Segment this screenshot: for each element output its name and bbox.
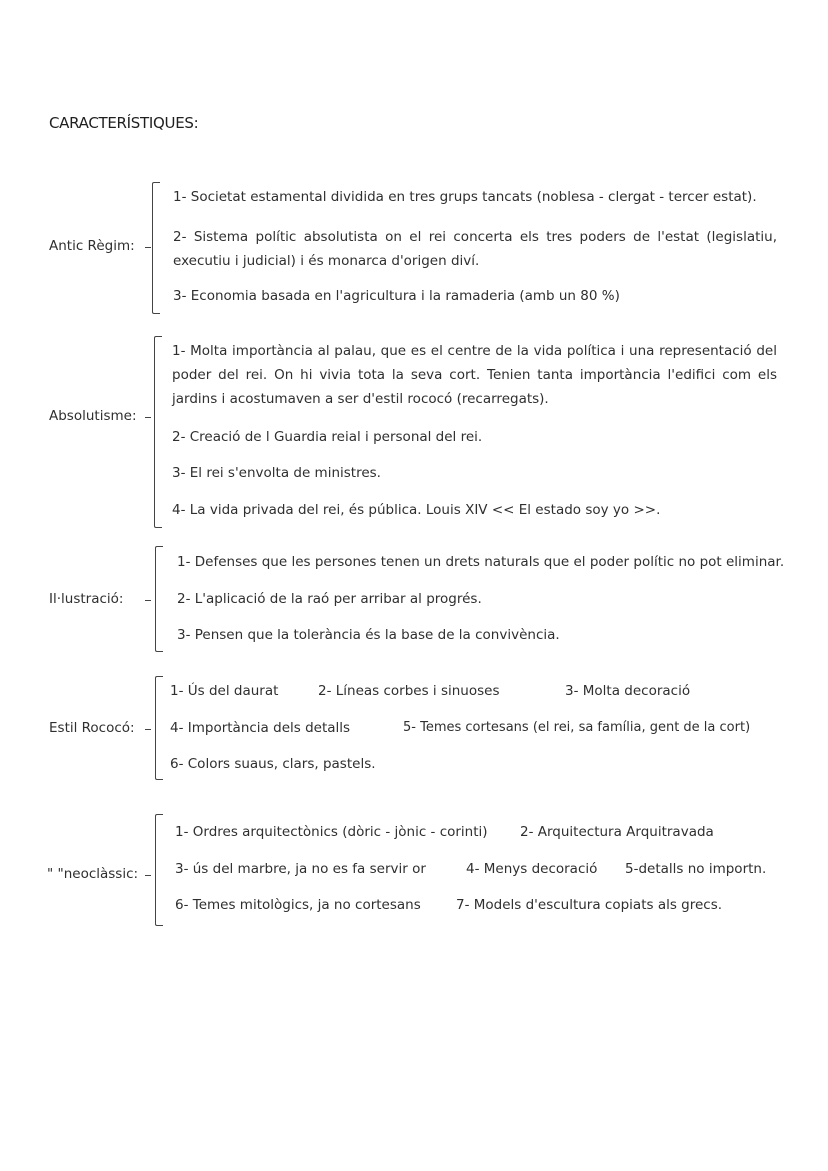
list-item: 4- Menys decoració — [466, 861, 598, 877]
list-item: 1- Molta importància al palau, que es el centre de la vida política i una representació del poder del rei. On hi vivia tota la seva cort. Tenien tanta importància l'edifici com els jardins i acostumaven a ser d'estil rococó (recarregats). — [172, 343, 777, 407]
brace-notch — [145, 247, 151, 248]
list-item: 3- Molta decoració — [565, 683, 691, 699]
section-label-antic-regim: Antic Règim: — [49, 238, 135, 254]
list-item: 3- Pensen que la tolerància és la base de la convivència. — [177, 627, 560, 643]
section-label-estil-rococo: Estil Rococó: — [49, 720, 135, 736]
brace-notch — [145, 417, 151, 418]
list-item: 5- Temes cortesans (el rei, sa família, gent de la cort) — [403, 720, 751, 735]
brace-antic-regim — [152, 182, 160, 314]
list-item: 1- Ús del daurat — [170, 683, 279, 699]
page-title: CARACTERÍSTIQUES: — [49, 114, 199, 132]
list-item: 1- Defenses que les persones tenen un drets naturals que el poder polític no pot eliminar. — [177, 554, 785, 570]
brace-notch — [145, 875, 151, 876]
brace-estil-rococo — [155, 676, 163, 780]
list-item: 6- Temes mitològics, ja no cortesans — [175, 897, 421, 913]
list-item: 2- L'aplicació de la raó per arribar al progrés. — [177, 591, 482, 607]
list-item: 6- Colors suaus, clars, pastels. — [170, 756, 376, 772]
list-item: 4- Importància dels detalls — [170, 720, 351, 736]
section-label-neoclassic: " "neoclàssic: — [47, 866, 139, 882]
list-item: 2- Creació de l Guardia reial i personal del rei. — [172, 429, 483, 445]
brace-illustracio — [155, 546, 163, 652]
list-item: 3- ús del marbre, ja no es fa servir or — [175, 861, 426, 877]
brace-notch — [145, 729, 151, 730]
list-item: 2- Líneas corbes i sinuoses — [318, 683, 500, 699]
list-item: 1- Societat estamental dividida en tres grups tancats (noblesa - clergat - tercer estat). — [173, 189, 757, 205]
list-item: 3- El rei s'envolta de ministres. — [172, 465, 381, 481]
section-label-illustracio: Il·lustració: — [49, 591, 124, 607]
brace-notch — [145, 600, 151, 601]
list-item: 2- Arquitectura Arquitravada — [520, 824, 714, 840]
list-item: 3- Economia basada en l'agricultura i la ramaderia (amb un 80 %) — [173, 288, 620, 304]
list-item: 4- La vida privada del rei, és pública. Louis XIV << El estado soy yo >>. — [172, 502, 661, 518]
list-item: 5-detalls no importn. — [625, 861, 767, 877]
list-item: 1- Ordres arquitectònics (dòric - jònic - corinti) — [175, 824, 488, 840]
brace-neoclassic — [155, 814, 163, 926]
list-item: 2- Sistema polític absolutista on el rei concerta els tres poders de l'estat (legislatiu, executiu i judicial) i és monarca d'origen diví. — [173, 229, 777, 269]
section-label-absolutisme: Absolutisme: — [49, 408, 137, 424]
list-item: 7- Models d'escultura copiats als grecs. — [456, 897, 723, 913]
brace-absolutisme — [154, 336, 162, 528]
